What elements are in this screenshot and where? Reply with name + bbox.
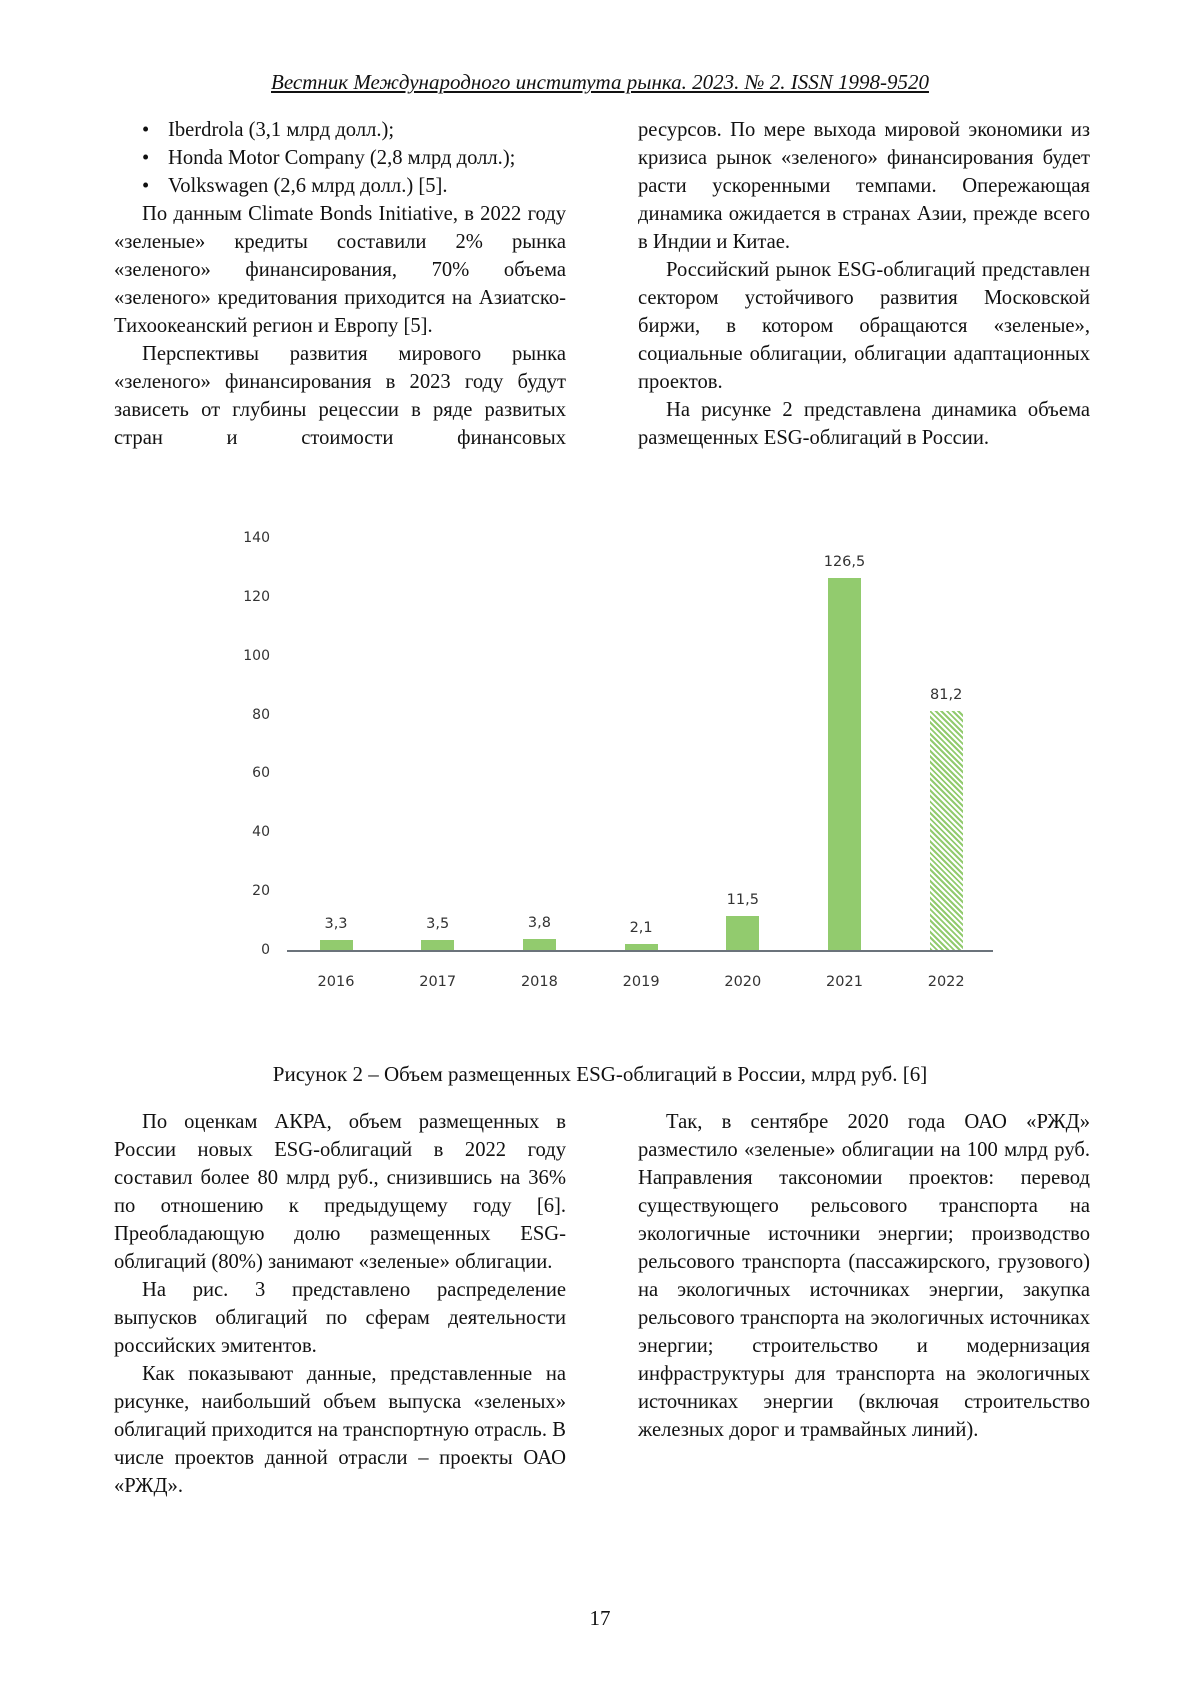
bar-value-label: 3,5: [426, 915, 450, 932]
journal-title-line: Вестник Международного института рынка. 2023. № 2. ISSN 1998-9520: [271, 70, 929, 94]
list-item: • Honda Motor Company (2,8 млрд долл.);: [114, 144, 566, 172]
bar-value-label: 11,5: [726, 892, 759, 909]
bar-2019: [625, 944, 658, 950]
paragraph: На рисунке 2 представлена динамика объема размещенных ESG-облигаций в России.: [638, 399, 1090, 449]
x-axis-line: [287, 950, 993, 952]
y-tick-label: 20: [252, 883, 270, 900]
y-tick-label: 0: [261, 942, 270, 958]
y-tick-label: 140: [243, 530, 270, 546]
column-right-bottom: [638, 1108, 1090, 1444]
y-tick-label: 60: [252, 765, 270, 782]
paragraph: Как показывают данные, представленные на рисунке, наибольший объем выпуска «зеленых» облигаций приходится на транспортную отрасль. В числе проектов данной отрасли – проекты ОАО «РЖД».: [114, 1363, 566, 1497]
bar-value-label: 81,2: [930, 687, 963, 704]
paragraph: По оценкам АКРА, объем размещенных в России новых ESG-облигаций в 2022 году составил более 80 млрд руб., снизившись на 36% по отношению к предыдущему году [6]. Преобладающую долю размещенных ESG-облигаций (80%) занимают «зеленые» облигации.: [114, 1111, 566, 1273]
paragraph: Российский рынок ESG-облигаций представлен сектором устойчивого развития Московской биржи, в котором обращаются «зеленые», социальные облигации, облигации адаптационных проектов.: [638, 259, 1090, 393]
journal-header: [0, 70, 1200, 95]
list-item: • Volkswagen (2,6 млрд долл.) [5].: [114, 172, 566, 200]
y-tick-label: 80: [252, 706, 270, 723]
bar-chart-esg-bonds: [220, 520, 1020, 1000]
bar-value-label: 126,5: [823, 553, 866, 570]
bar-2018: [523, 939, 556, 950]
y-tick-label: 100: [243, 647, 270, 664]
bar-2022: [930, 711, 963, 950]
x-tick-label: 2020: [724, 974, 762, 990]
paragraph-continuation: ресурсов. По мере выхода мировой экономики из кризиса рынок «зеленого» финансирования будет расти ускоренными темпами. Опережающая динамика ожидается в странах Азии, прежде всего в Индии и Китае.: [638, 119, 1090, 253]
y-tick-label: 40: [252, 824, 270, 841]
x-tick-label: 2018: [520, 974, 558, 990]
paragraph: Так, в сентябре 2020 года ОАО «РЖД» разместило «зеленые» облигации на 100 млрд руб. Направления таксономии проектов: перевод существующего рельсового транспорта на экологичные источники энергии; производство рельсового транспорта (пассажирского, грузового) на экологичных источниках энергии, закупка рельсового транспорта на экологичных источниках энергии; строительство и модернизация инфраструктуры для транспорта на экологичных источниках энергии (включая строительство железных дорог и трамвайных линий).: [638, 1111, 1090, 1441]
x-tick-label: 2021: [826, 974, 863, 990]
x-tick-label: 2022: [927, 974, 965, 990]
bar-2017: [421, 940, 454, 950]
list-item: • Iberdrola (3,1 млрд долл.);: [114, 116, 566, 144]
bar-value-label: 3,8: [527, 914, 551, 931]
x-tick-label: 2019: [622, 974, 660, 990]
bar-2021: [828, 578, 861, 950]
bullet-icon: •: [142, 147, 150, 169]
x-tick-label: 2017: [419, 974, 457, 990]
paragraph: Перспективы развития мирового рынка «зеленого» финансирования в 2023 году будут зависеть от глубины рецессии в ряде развитых стран и стоимости финансовых: [114, 343, 566, 449]
column-left-bottom: [114, 1108, 566, 1500]
bullet-icon: •: [142, 175, 150, 197]
x-tick-label: 2016: [317, 974, 355, 990]
bar-value-label: 2,1: [629, 919, 653, 936]
figure-caption: Рисунок 2 – Объем размещенных ESG-облигаций в России, млрд руб. [6]: [272, 1062, 928, 1086]
y-tick-label: 120: [243, 588, 270, 605]
paragraph: На рис. 3 представлено распределение выпусков облигаций по сферам деятельности российских эмитентов.: [114, 1279, 566, 1357]
bar-2016: [320, 940, 353, 950]
column-right-top: [638, 116, 1090, 452]
bullet-icon: •: [142, 119, 150, 141]
bar-2020: [726, 916, 759, 950]
paragraph: По данным Climate Bonds Initiative, в 2022 году «зеленые» кредиты составили 2% рынка «зеленого» финансирования, 70% объема «зеленого» кредитования приходится на Азиатско-Тихоокеанский регион и Европу [5].: [114, 203, 566, 337]
bar-value-label: 3,3: [324, 916, 348, 933]
page-number: 17: [589, 1606, 611, 1630]
column-left-top: [114, 116, 566, 452]
